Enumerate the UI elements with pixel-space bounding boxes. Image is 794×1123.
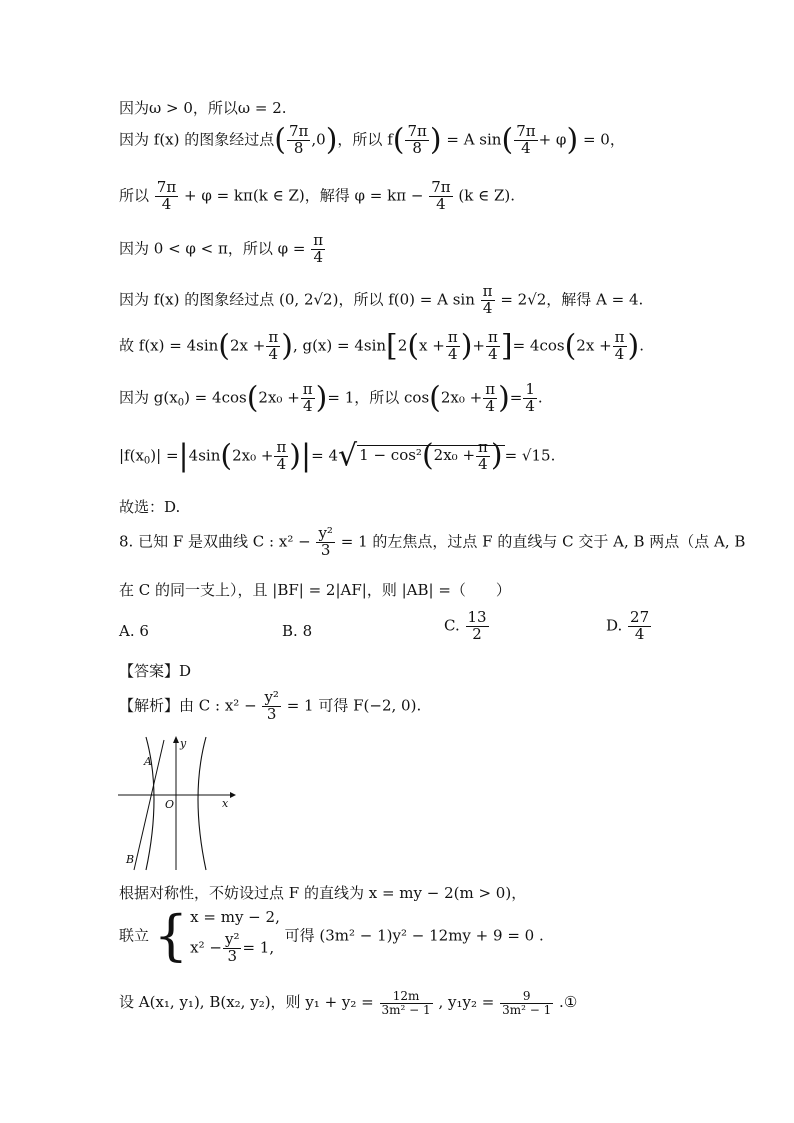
text: = 4	[311, 446, 339, 465]
numerator: 7π	[516, 122, 536, 140]
text: x +	[419, 336, 445, 355]
question-stem-line-1	[119, 526, 745, 559]
denominator: 8	[293, 138, 304, 157]
text: )| =	[150, 446, 179, 465]
fraction	[155, 180, 178, 213]
text: = 4cos	[512, 336, 565, 355]
analysis-intro	[119, 690, 421, 723]
text: 2x +	[230, 336, 266, 355]
text: = √15.	[504, 446, 556, 465]
text: ,0	[311, 130, 326, 149]
denominator: 4	[482, 298, 493, 317]
text: (k ∈ Z).	[458, 186, 515, 205]
denominator: 2	[472, 624, 482, 643]
text: 因为 0 < φ < π，所以 φ =	[119, 239, 306, 258]
label-o: O	[165, 798, 175, 811]
denominator: 4	[521, 138, 531, 157]
fraction	[466, 610, 489, 643]
text: 因为 f(x) 的图象经过点	[119, 130, 275, 149]
numerator: π	[482, 282, 493, 300]
denominator: 4	[525, 396, 535, 415]
fraction	[514, 124, 537, 157]
numerator: 7π	[288, 122, 309, 140]
text: = 1，所以 cos	[327, 388, 430, 407]
text: |f(x	[119, 446, 144, 465]
text: , g(x) = 4sin	[292, 336, 387, 355]
denominator: 4	[485, 396, 495, 415]
text: 2x₀ +	[440, 388, 483, 407]
fraction	[316, 526, 335, 559]
solution-line-3	[119, 180, 515, 213]
choice-label: B.	[282, 622, 298, 640]
solution-line-9	[119, 496, 180, 517]
text: 【解析】由 C : x² −	[119, 696, 257, 715]
question-stem-line-2	[119, 579, 511, 600]
text: ) = 4cos	[184, 388, 247, 407]
setup-line	[119, 990, 577, 1016]
choice-b[interactable]	[282, 622, 312, 640]
solution-line-1	[119, 97, 287, 118]
denominator: 4	[634, 624, 645, 643]
text: 因为 g(x	[119, 388, 178, 407]
fraction	[613, 330, 627, 363]
hyperbola-figure	[118, 735, 238, 875]
denominator: 8	[412, 138, 422, 157]
numerator: π	[276, 438, 287, 456]
text: 2	[397, 336, 408, 355]
text: 可得 (3m² − 1)y² − 12my + 9 = 0 .	[284, 926, 544, 945]
text: 2x +	[576, 336, 612, 355]
text: 设 A(x₁, y₁), B(x₂, y₂)，则 y₁ + y₂ =	[119, 993, 374, 1012]
text: 2x₀ +	[232, 446, 274, 465]
fraction	[311, 233, 325, 266]
text: 8. 已知 F 是双曲线 C : x² −	[119, 532, 311, 551]
denominator: 4	[161, 194, 172, 213]
text: ，所以 f	[337, 130, 393, 149]
text: 1 − cos²	[359, 446, 422, 465]
numerator: π	[447, 328, 458, 346]
fraction	[628, 610, 651, 643]
sqrt-sign: √	[338, 438, 358, 474]
text: = A sin	[446, 130, 502, 149]
denominator: 4	[478, 454, 488, 473]
denominator: 3m² − 1	[502, 1002, 552, 1017]
solution-line-5	[119, 284, 643, 317]
choice-value: 8	[302, 622, 313, 640]
numerator: 9	[500, 990, 553, 1004]
denominator: 4	[313, 247, 323, 266]
fraction	[523, 382, 537, 415]
fraction	[446, 330, 460, 363]
text: 4sin	[188, 446, 221, 465]
denominator: 3	[266, 704, 277, 723]
text: 所以	[119, 186, 150, 205]
fraction	[223, 932, 242, 965]
numerator: π	[268, 328, 279, 346]
numerator: π	[478, 438, 488, 456]
solution-line-8: $|f(x_0)| =|4\sin(2x_0$ + $\frac{\pi}{4}$ )|= 4√ 1 − cos²(2x₀ + $\frac{\pi}{4}$ ) = √15.	[119, 438, 556, 474]
solution-line-4	[119, 233, 326, 266]
symmetry-line	[119, 882, 526, 903]
fraction	[266, 330, 280, 363]
choice-c[interactable]	[444, 610, 490, 643]
denominator: 4	[268, 344, 279, 363]
fraction	[301, 382, 315, 415]
numerator: π	[485, 380, 496, 398]
label-x: x	[222, 797, 229, 810]
label-b: B	[126, 853, 135, 866]
fraction	[476, 440, 490, 473]
answer-text: 【答案】D	[119, 662, 192, 680]
fraction	[405, 124, 428, 157]
text: = 1 的左焦点，过点 F 的直线与 C 交于 A, B 两点（点 A, B	[340, 532, 746, 551]
text: 2x₀ +	[433, 446, 476, 465]
choice-a[interactable]	[119, 622, 149, 640]
numerator: 13	[467, 608, 487, 626]
text: 2x₀ +	[258, 388, 300, 407]
choice-label: C.	[444, 616, 460, 635]
choice-label: D.	[606, 616, 623, 635]
fraction	[429, 180, 452, 213]
y-axis-arrow	[173, 736, 179, 743]
solution-line-7: 因为 $g(x_0) = 4\cos(2x_0$ + $\frac{\pi}{4}$ )= 1，所以 cos(2x₀ + $\frac{\pi}{4}$ )= $\frac{1}{4}$ .	[119, 380, 543, 416]
fraction	[483, 382, 497, 415]
text: , y₁y₂ =	[438, 993, 495, 1012]
choice-value: 6	[139, 622, 149, 640]
numerator: y²	[318, 524, 333, 542]
text: 联立	[119, 926, 150, 945]
text: 在 C 的同一支上），且 |BF| = 2|AF|，则 |AB| =（ ）	[119, 581, 511, 599]
numerator: 7π	[156, 178, 177, 196]
denominator: 3	[227, 946, 237, 965]
text: = 0，	[582, 130, 625, 149]
numerator: 7π	[431, 178, 451, 196]
numerator: 27	[630, 608, 650, 626]
text: 根据对称性，不妨设过点 F 的直线为 x = my − 2(m > 0)，	[119, 884, 527, 902]
numerator: π	[487, 328, 498, 346]
text: 故选：D.	[119, 498, 181, 516]
numerator: π	[302, 380, 313, 398]
right-branch	[198, 737, 206, 870]
fraction	[287, 124, 310, 157]
denominator: 4	[276, 454, 287, 473]
text: =	[509, 388, 523, 407]
x-axis-arrow	[230, 792, 236, 798]
equation-1: x = my − 2,	[190, 908, 280, 926]
numerator: 12m	[380, 990, 433, 1004]
text: = 1,	[242, 938, 275, 957]
text: + φ = kπ(k ∈ Z)，解得 φ = kπ −	[183, 186, 424, 205]
numerator: 1	[525, 380, 535, 398]
equation-system: { x = my − 2, x² − $\frac{\text{y²}}{3}$ = 1,	[153, 904, 280, 968]
text: + φ	[538, 130, 567, 149]
numerator: y²	[264, 688, 279, 706]
text: .①	[559, 993, 578, 1012]
text: 因为 f(x) 的图象经过点 (0, 2√2)，所以 f(0) = A sin	[119, 290, 475, 309]
answer-line	[119, 660, 191, 681]
denominator: 4	[614, 344, 625, 363]
fraction	[274, 440, 288, 473]
text: x² −	[190, 938, 222, 957]
system-line	[119, 904, 544, 968]
label-y: y	[180, 737, 187, 750]
fraction	[481, 284, 495, 317]
numerator: π	[614, 328, 625, 346]
fraction	[500, 990, 553, 1016]
text: 故 f(x) = 4sin	[119, 336, 219, 355]
choice-d[interactable]	[606, 610, 652, 643]
numerator: π	[313, 231, 324, 249]
fraction	[262, 690, 281, 723]
denominator: 4	[436, 194, 446, 213]
fraction	[380, 990, 433, 1016]
denominator: 3	[320, 540, 331, 559]
fraction	[486, 330, 500, 363]
solution-line-6: 故 f(x) = 4sin(2x + $\frac{\pi}{4}$ ), g(x) = 4sin[2(x + $\frac{\pi}{4}$ )+ $\frac{\pi}{4}$ ]= 4cos(2x + $\frac{\pi}{4}$ ).	[119, 328, 644, 364]
equation-2	[190, 932, 280, 965]
text: = 1 可得 F(−2, 0).	[286, 696, 422, 715]
omega-text: 因为ω > 0，所以ω = 2.	[119, 99, 287, 117]
text: = 2√2，解得 A = 4.	[500, 290, 644, 309]
solution-line-2: 因为 f(x) 的图象经过点( $\frac{7\pi}{8}$ ,0)，所以 f( $\frac{7\pi}{8}$ ) = A sin( $\frac{7\pi}{4}$ + φ) = 0，	[119, 122, 625, 158]
denominator: 4	[488, 344, 498, 363]
denominator: 4	[302, 396, 313, 415]
denominator: 3m² − 1	[381, 1002, 431, 1017]
choice-label: A.	[119, 622, 135, 640]
numerator: y²	[224, 930, 240, 948]
label-a: A	[144, 755, 152, 768]
numerator: 7π	[407, 122, 427, 140]
denominator: 4	[447, 344, 458, 363]
